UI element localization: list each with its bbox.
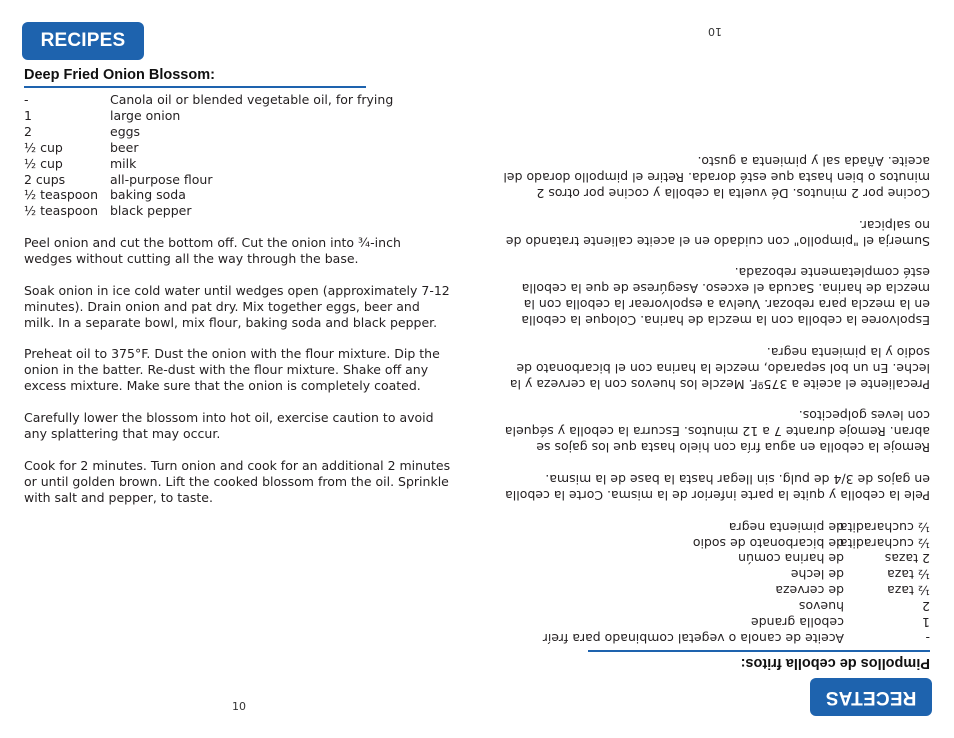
ingredient-item: huevos <box>798 599 844 615</box>
ingredient-row <box>24 187 393 203</box>
ingredient-amount: - <box>925 631 930 646</box>
ingredient-amount: ½ teaspoon <box>24 187 99 203</box>
recipe-title: Deep Fried Onion Blossom: <box>24 67 215 83</box>
ingredient-amount: ½ cup <box>24 155 63 171</box>
ingredient-amount: ½ cup <box>24 139 63 155</box>
instruction-step: Preheat oil to 375°F. Dust the onion with the flour mixture. Dip the onion in the batter. Re-dust with the flour mixture. Shake off any excess mixture. Make sure that the onion is completely coated. <box>24 346 440 393</box>
ingredient-amount: 1 <box>24 107 32 123</box>
ingredient-row <box>543 614 930 630</box>
ingredient-list <box>543 519 930 646</box>
instruction-step: Cocine por 2 minutos. Dé vuelta la cebolla y cocine por otros 2 minutos o bien hasta que esté dorada. Retire el pimpollo dorado del aceite. Añada sal y pimienta a gusto. <box>503 154 930 201</box>
instruction-step: Espolvoree la cebolla con la mezcla de harina. Coloque la cebolla en la mezcla para rebozar. Vuelva a espolvorear la cebolla con la mezcla de harina. Sacuda el exceso. Asegúrese de que la cebolla esté completamente rebozada. <box>521 265 930 328</box>
ingredient-item: cebolla grande <box>750 615 844 631</box>
ingredient-item: beer <box>110 139 139 155</box>
instruction-step: Remoje la cebolla en agua fría con hielo hasta que los gajos se abran. Remoje durante 7 a 12 minutos. Escurra la cebolla y séquela con leves golpecitos. <box>504 408 930 455</box>
ingredient-item: de bicarbonato de sodio <box>692 535 844 551</box>
instruction-step: Peel onion and cut the bottom off. Cut the onion into ¾-inch wedges without cutting all the way through the base. <box>24 235 401 266</box>
ingredient-row <box>24 140 393 156</box>
ingredient-row <box>543 598 930 614</box>
ingredient-amount: 2 cups <box>24 171 66 187</box>
instruction-step: Precaliente el aceite a 375ºF. Mezcle los huevos con la cerveza y la leche. En un bol separado, mezcle la harina con el bicarbonato de sodio y la pimienta negra. <box>509 345 930 392</box>
ingredient-item: milk <box>110 155 137 171</box>
ingredient-row <box>24 203 393 219</box>
spanish-page <box>477 0 954 738</box>
ingredient-amount: ½ cucharadita <box>839 535 930 551</box>
page-number: 10 <box>232 700 246 713</box>
ingredient-amount: - <box>24 92 29 107</box>
ingredient-amount: 2 tazas <box>884 551 930 567</box>
ingredient-item: de pimienta negra <box>728 519 844 535</box>
ingredient-list <box>24 92 393 219</box>
ingredient-amount: 2 <box>922 599 930 615</box>
ingredient-item: large onion <box>110 107 181 123</box>
instruction-step: Pele la cebolla y quite la parte inferior de la misma. Corte la cebolla en gajos de 3/4 de pulg. sin llegar hasta la base de la misma. <box>505 472 930 503</box>
recetas-badge: RECETAS <box>810 678 932 716</box>
recipes-badge: RECIPES <box>22 22 144 60</box>
ingredient-item: Aceite de canola o vegetal combinado para freír <box>542 631 844 646</box>
ingredient-amount: ½ teaspoon <box>24 203 99 219</box>
ingredient-row <box>543 582 930 598</box>
instruction-step: Cook for 2 minutes. Turn onion and cook for an additional 2 minutes or until golden brown. Lift the cooked blossom from the oil. Sprinkle with salt and pepper, to taste. <box>24 458 451 505</box>
ingredient-item: eggs <box>110 123 141 139</box>
ingredient-item: all-purpose flour <box>110 171 213 187</box>
instruction-step: Carefully lower the blossom into hot oil, exercise caution to avoid any splattering that may occur. <box>24 410 434 441</box>
instruction-step: Sumerja el "pimpollo" con cuidado en el aceite caliente tratando de no salpicar. <box>505 218 930 249</box>
ingredient-item: Canola oil or blended vegetable oil, for frying <box>110 92 394 107</box>
ingredient-amount: ½ taza <box>887 567 930 583</box>
ingredient-row <box>543 519 930 535</box>
page-number: 10 <box>708 25 722 38</box>
ingredient-amount: ½ cucharadita <box>839 519 930 535</box>
ingredient-row <box>543 551 930 567</box>
ingredient-row <box>543 566 930 582</box>
ingredient-row <box>24 172 393 188</box>
instruction-step: Soak onion in ice cold water until wedges open (approximately 7-12 minutes). Drain onion and pat dry. Mix together eggs, beer and milk. In a separate bowl, mix flour, baking soda and black pepper. <box>24 283 450 330</box>
ingredient-row <box>24 124 393 140</box>
ingredient-amount: ½ taza <box>887 583 930 599</box>
ingredient-row <box>24 156 393 172</box>
ingredient-row <box>543 535 930 551</box>
ingredient-row <box>543 630 930 646</box>
ingredient-amount: 2 <box>24 123 32 139</box>
title-underline <box>24 86 366 88</box>
ingredient-item: de harina común <box>738 551 844 567</box>
ingredient-item: black pepper <box>110 203 192 219</box>
title-underline <box>588 650 930 652</box>
ingredient-item: de leche <box>790 567 844 583</box>
ingredient-item: baking soda <box>110 187 186 203</box>
ingredient-item: de cerveza <box>775 583 844 599</box>
ingredient-amount: 1 <box>922 615 930 631</box>
recipe-title: Pimpollos de cebolla fritos: <box>740 655 930 671</box>
ingredient-row <box>24 92 393 108</box>
ingredient-row <box>24 108 393 124</box>
upside-down-content <box>477 0 954 738</box>
